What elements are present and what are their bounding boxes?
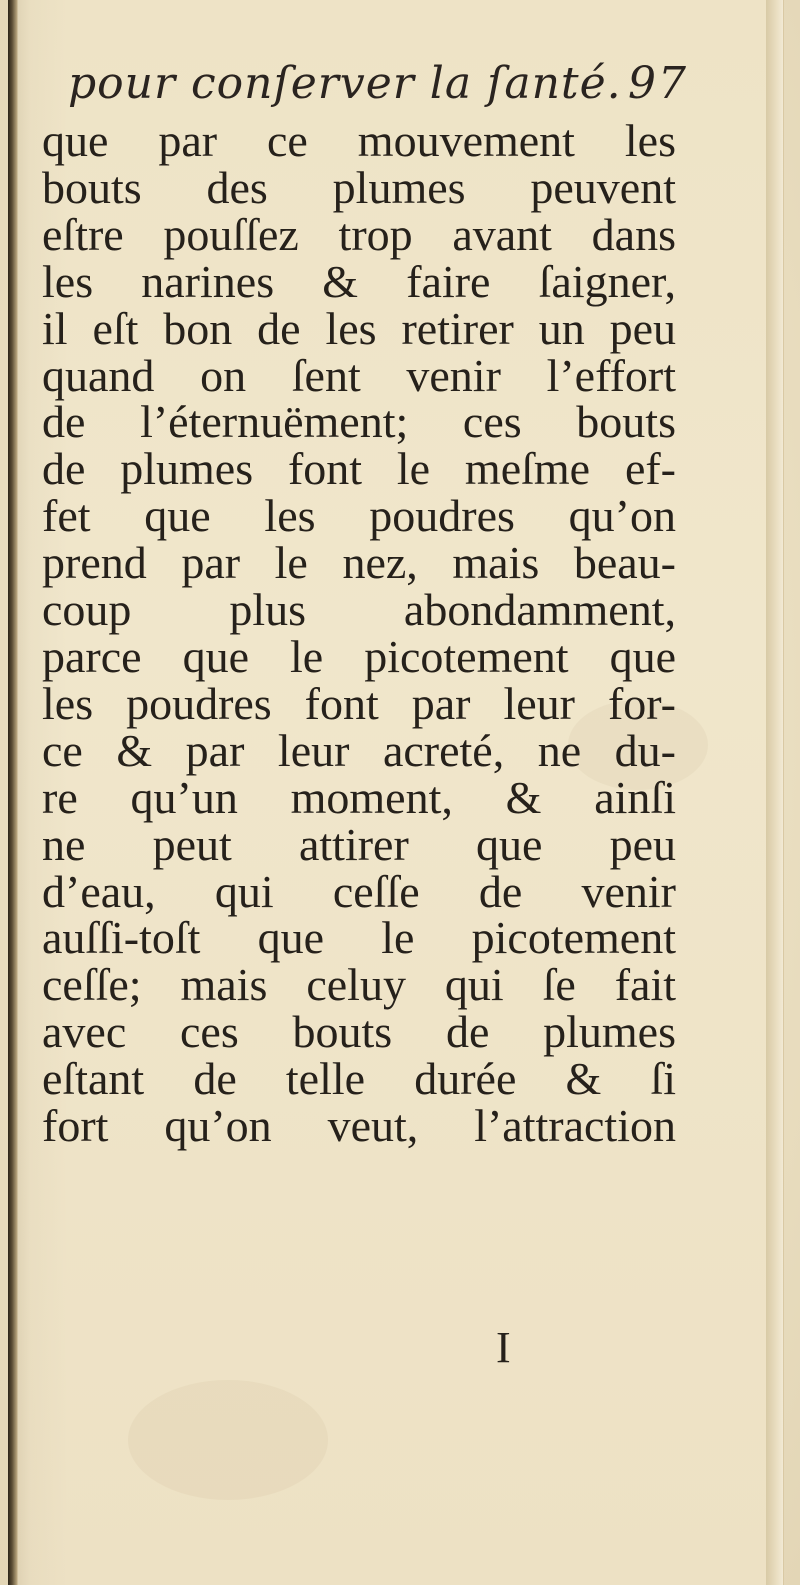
text-line: parce que le picotement que bbox=[42, 630, 676, 682]
text-line: eſtant de telle durée & ſi bbox=[42, 1053, 676, 1105]
text-line: eſtre pouſſez trop avant dans bbox=[42, 208, 676, 260]
page-number: 97 bbox=[628, 58, 688, 109]
text-line: fet que les poudres qu’on bbox=[42, 490, 676, 542]
book-page bbox=[8, 0, 784, 1585]
running-title: pour conſerver la ſanté. bbox=[68, 58, 622, 109]
text-line: auſſi-toſt que le picotement bbox=[42, 912, 676, 964]
body-text bbox=[42, 115, 676, 1152]
text-line: quand on ſent venir l’effort bbox=[42, 349, 676, 401]
text-line: de plumes font le meſme ef- bbox=[42, 443, 676, 495]
signature-mark: I bbox=[496, 1323, 511, 1372]
text-line: fort qu’on veut, l’attraction bbox=[42, 1100, 676, 1152]
text-line: avec ces bouts de plumes bbox=[42, 1006, 676, 1058]
text-line: les poudres font par leur for- bbox=[42, 677, 676, 729]
text-line: les narines & faire ſaigner, bbox=[42, 255, 676, 307]
text-line: ce & par leur acreté, ne du- bbox=[42, 724, 676, 776]
text-line: bouts des plumes peuvent bbox=[42, 161, 676, 213]
running-head bbox=[68, 58, 688, 109]
text-line: d’eau, qui ceſſe de venir bbox=[42, 865, 676, 917]
page-edge bbox=[766, 0, 783, 1585]
book-gutter-shadow bbox=[8, 0, 18, 1585]
text-line: coup plus abondamment, bbox=[42, 584, 676, 636]
text-line: il eſt bon de les retirer un peu bbox=[42, 302, 676, 354]
text-line: ceſſe; mais celuy qui ſe fait bbox=[42, 959, 676, 1011]
text-line: prend par le nez, mais beau- bbox=[42, 537, 676, 589]
text-line: de l’éternuëment; ces bouts bbox=[42, 396, 676, 448]
text-line: ne peut attirer que peu bbox=[42, 818, 676, 870]
text-line: re qu’un moment, & ainſi bbox=[42, 771, 676, 823]
text-line: que par ce mouvement les bbox=[42, 115, 676, 166]
paper-stain bbox=[128, 1380, 328, 1500]
